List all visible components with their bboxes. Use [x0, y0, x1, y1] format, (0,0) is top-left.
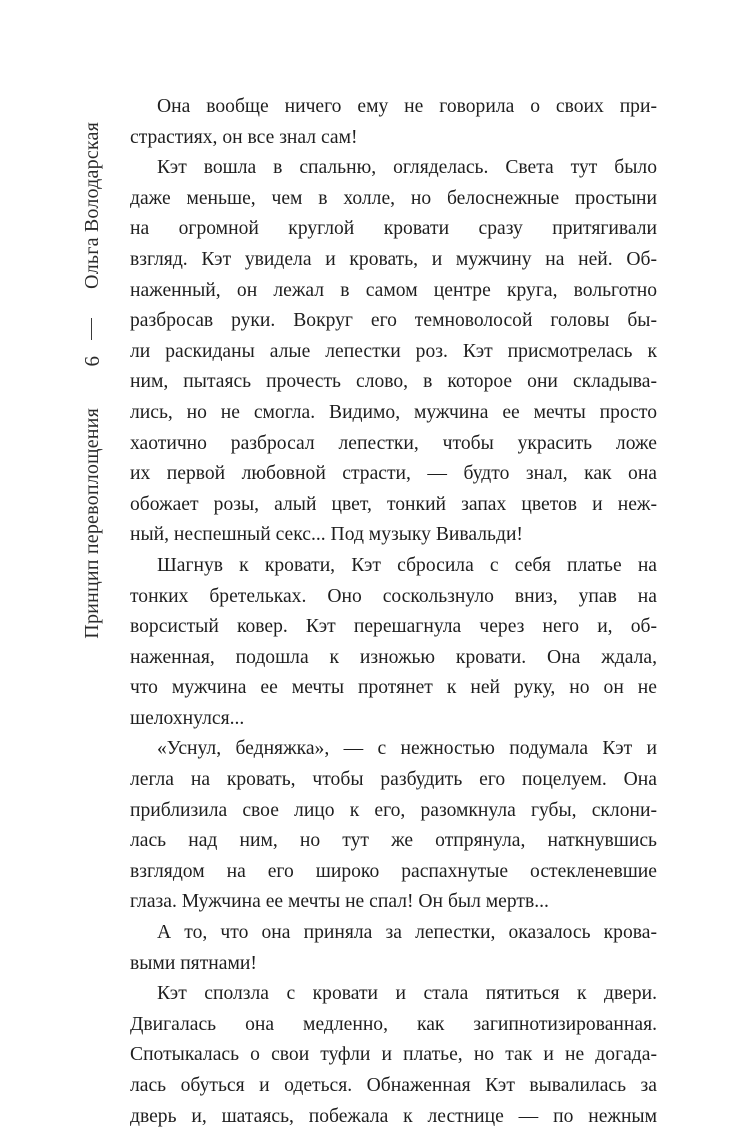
- text-line: разбросав руки. Вокруг его темноволосой головы бы-: [130, 310, 657, 332]
- text-line: ворсистый ковер. Кэт перешагнула через него и, об-: [130, 616, 657, 638]
- text-line: что мужчина ее мечты протянет к ней руку, но он не: [130, 677, 657, 699]
- text-line: Кэт сползла с кровати и стала пятиться к двери.: [157, 983, 657, 1005]
- text-line: глаза. Мужчина ее мечты не спал! Он был мертв...: [130, 891, 549, 913]
- text-line: легла на кровать, чтобы разбудить его поцелуем. Она: [130, 769, 657, 791]
- text-line: даже меньше, чем в холле, но белоснежные простыни: [130, 187, 657, 209]
- text-line: ним, пытаясь прочесть слово, в которое они складыва-: [130, 371, 657, 393]
- text-line: тонких бретельках. Оно соскользнуло вниз, упав на: [130, 585, 657, 607]
- text-line: Кэт вошла в спальню, огляделась. Света тут было: [157, 157, 657, 179]
- text-line: лись, но не смогла. Видимо, мужчина ее мечты просто: [130, 401, 657, 423]
- text-line: их первой любовной страсти, — будто знал, как она: [130, 463, 657, 485]
- text-line: взгляд. Кэт увидела и кровать, и мужчину на ней. Об-: [130, 248, 657, 270]
- text-line: на огромной круглой кровати сразу притягивали: [130, 218, 657, 240]
- paragraph: [130, 734, 657, 918]
- text-line: страстиях, он все знал сам!: [130, 126, 358, 148]
- running-head: [74, 96, 110, 651]
- running-head-title: [74, 388, 110, 658]
- running-head-divider: [91, 318, 92, 340]
- text-line: взглядом на его широко распахнутые остекленевшие: [130, 860, 657, 882]
- paragraph: [130, 92, 657, 153]
- paragraph: [130, 979, 657, 1132]
- text-line: дверь и, шатаясь, побежала к лестнице — по нежным: [130, 1105, 657, 1127]
- text-line: ли раскиданы алые лепестки роз. Кэт присмотрелась к: [130, 340, 657, 362]
- book-title: Принцип перевоплощения: [80, 407, 103, 639]
- text-line: Спотыкалась о свои туфли и платье, но так и не догада-: [130, 1044, 657, 1066]
- text-line: обожает розы, алый цвет, тонкий запах цветов и неж-: [130, 493, 657, 515]
- paragraph: [130, 551, 657, 735]
- body-text: [130, 92, 657, 1132]
- running-head-page: [74, 346, 110, 376]
- text-line: Шагнув к кровати, Кэт сбросила с себя платье на: [157, 554, 657, 576]
- text-line: наженная, подошла к изножью кровати. Она ждала,: [130, 646, 657, 668]
- running-head-author: [74, 96, 110, 314]
- text-line: лась обуться и одеться. Обнаженная Кэт вывалилась за: [130, 1075, 657, 1096]
- text-line: А то, что она приняла за лепестки, оказалось крова-: [157, 922, 657, 944]
- paragraph: [130, 918, 657, 979]
- paragraph: [130, 153, 657, 551]
- text-line: хаотично разбросал лепестки, чтобы украсить ложе: [130, 432, 657, 454]
- text-line: Она вообще ничего ему не говорила о своих при-: [157, 96, 657, 117]
- text-line: ный, неспешный секс... Под музыку Вивальди!: [130, 524, 523, 546]
- text-line: «Уснул, бедняжка», — с нежностью подумала Кэт и: [157, 738, 657, 760]
- text-line: выми пятнами!: [130, 952, 257, 974]
- text-line: Двигалась она медленно, как загипнотизированная.: [130, 1013, 657, 1035]
- page-number: 6: [79, 355, 104, 367]
- text-line: приблизила свое лицо к его, разомкнула губы, склони-: [130, 799, 657, 821]
- text-line: лась над ним, но тут же отпрянула, наткнувшись: [130, 830, 657, 852]
- text-line: наженный, он лежал в самом центре круга, вольготно: [130, 279, 657, 301]
- author-name: Ольга Володарская: [80, 121, 103, 289]
- text-line: шелохнулся...: [130, 707, 245, 729]
